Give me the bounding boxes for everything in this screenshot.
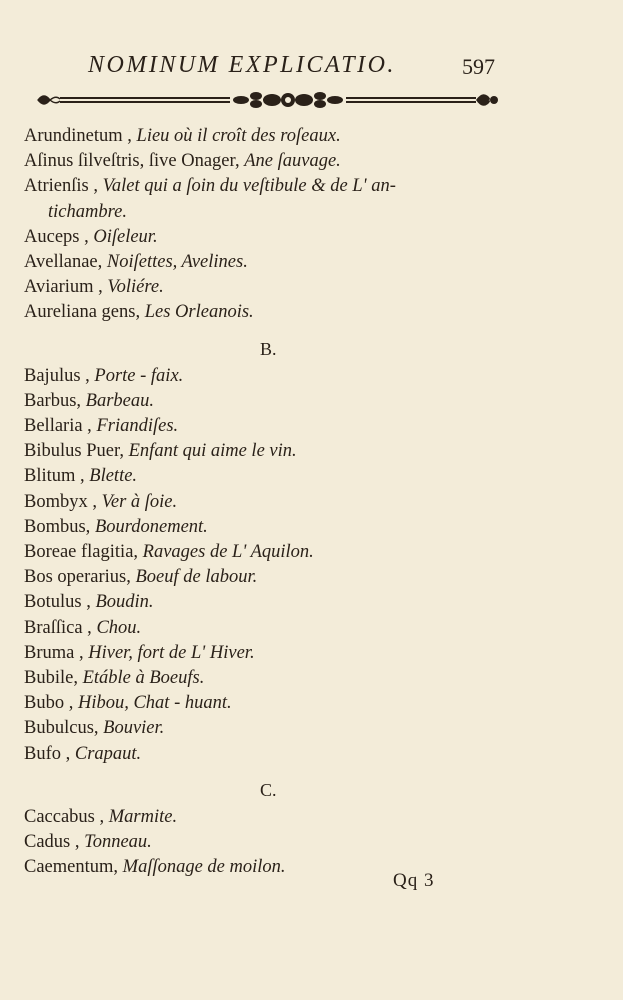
latin-term: Atrienſis ,	[24, 176, 98, 197]
latin-term: Bombus,	[24, 516, 91, 537]
glossary-entry	[24, 490, 604, 515]
french-translation: tichambre.	[48, 201, 127, 222]
french-translation: Porte - faix.	[94, 365, 184, 386]
french-translation: Bouvier.	[103, 718, 165, 739]
latin-term: Blitum ,	[24, 466, 85, 487]
latin-term: Bajulus ,	[24, 365, 90, 386]
glossary-entry	[24, 200, 604, 225]
latin-term: Boreae flagitia,	[24, 542, 139, 563]
french-translation: Hibou, Chat - huant.	[77, 693, 232, 714]
latin-term: Aſinus ſilveſtris, ſive Onager,	[24, 151, 240, 172]
french-translation: Tonneau.	[84, 832, 152, 853]
latin-term: Aviarium ,	[24, 277, 103, 298]
french-translation: Crapaut.	[74, 743, 142, 764]
glossary-entry	[24, 742, 604, 767]
latin-term: Barbus,	[24, 390, 82, 411]
latin-term: Bubo ,	[24, 693, 74, 714]
french-translation: Maſſonage de moilon.	[122, 857, 286, 878]
glossary-entry	[24, 364, 604, 389]
glossary-entry	[24, 275, 604, 300]
latin-term: Caementum,	[24, 857, 119, 878]
glossary-entry	[24, 515, 604, 540]
glossary-entry	[24, 641, 604, 666]
page-title: NOMINUM EXPLICATIO.	[88, 52, 396, 78]
latin-term: Bombyx ,	[24, 491, 97, 512]
french-translation: Voliére.	[107, 277, 164, 298]
latin-term: Aureliana gens,	[24, 302, 141, 323]
french-translation: Ravages de L' Aquilon.	[142, 542, 314, 563]
ornamental-rule	[36, 88, 502, 112]
latin-term: Bufo ,	[24, 743, 71, 764]
glossary-entry	[24, 149, 604, 174]
glossary-entry	[24, 666, 604, 691]
glossary-entry	[24, 174, 604, 199]
section-gap	[24, 326, 604, 334]
french-translation: Valet qui a ſoin du veſtibule & de L' an-	[102, 176, 396, 197]
french-translation: Les Orleanois.	[144, 302, 254, 323]
section-letter: B.	[260, 338, 277, 359]
latin-term: Braſſica ,	[24, 617, 92, 638]
french-translation: Boeuf de labour.	[135, 567, 258, 588]
french-translation: Enfant qui aime le vin.	[128, 441, 297, 462]
latin-term: Arundinetum ,	[24, 126, 132, 146]
page-number: 597	[462, 54, 495, 79]
glossary-entry	[24, 389, 604, 414]
french-translation: Oiſeleur.	[93, 226, 158, 247]
latin-term: Avellanae,	[24, 252, 103, 273]
french-translation: Ane ſauvage.	[244, 151, 341, 172]
glossary-entry	[24, 225, 604, 250]
latin-term: Bubulcus,	[24, 718, 99, 739]
glossary-entry	[24, 716, 604, 741]
glossary-entry	[24, 805, 604, 830]
latin-term: Bellaria ,	[24, 416, 92, 437]
glossary-entry	[24, 439, 604, 464]
glossary-entry	[24, 300, 604, 325]
latin-term: Cadus ,	[24, 832, 80, 853]
french-translation: Barbeau.	[85, 390, 155, 411]
french-translation: Boudin.	[95, 592, 154, 613]
glossary-entry	[24, 830, 604, 855]
french-translation: Blette.	[89, 466, 138, 487]
glossary-entry	[24, 590, 604, 615]
french-translation: Noiſettes, Avelines.	[106, 252, 248, 273]
latin-term: Caccabus ,	[24, 806, 105, 827]
french-translation: Etáble à Boeufs.	[82, 668, 205, 689]
glossary-entry	[24, 855, 604, 880]
latin-term: Bubile,	[24, 668, 78, 689]
french-translation: Lieu où il croît des roſeaux.	[136, 126, 341, 146]
glossary-entry	[24, 565, 604, 590]
section-gap	[24, 767, 604, 775]
glossary-entry	[24, 691, 604, 716]
french-translation: Chou.	[96, 617, 142, 638]
catchword: Qq 3	[393, 870, 435, 891]
latin-term: Bruma ,	[24, 642, 84, 663]
french-translation: Hiver, fort de L' Hiver.	[88, 642, 255, 663]
glossary-entry	[24, 464, 604, 489]
latin-term: Bos operarius,	[24, 567, 131, 588]
glossary-list	[24, 124, 604, 880]
running-header	[0, 52, 623, 86]
french-translation: Bourdonement.	[94, 516, 208, 537]
latin-term: Bibulus Puer,	[24, 441, 124, 462]
latin-term: Auceps ,	[24, 226, 89, 247]
glossary-entry	[24, 540, 604, 565]
french-translation: Friandiſes.	[96, 416, 179, 437]
glossary-entry	[24, 616, 604, 641]
glossary-entry	[24, 414, 604, 439]
latin-term: Botulus ,	[24, 592, 91, 613]
french-translation: Marmite.	[108, 806, 178, 827]
glossary-entry	[24, 124, 604, 149]
section-letter: C.	[260, 779, 277, 800]
french-translation: Ver à ſoie.	[101, 491, 178, 512]
glossary-entry	[24, 250, 604, 275]
